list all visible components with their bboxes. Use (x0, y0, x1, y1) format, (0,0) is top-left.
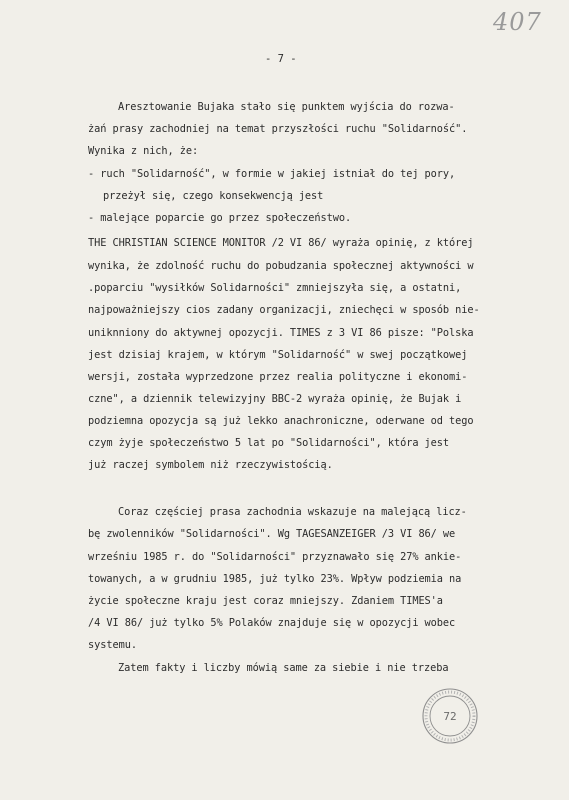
text-line: Zatem fakty i liczby mówią same za siebie i nie trzeba (118, 662, 449, 674)
text-line: wersji, została wyprzedzone przez realia polityczne i ekonomi- (88, 371, 468, 383)
text-line: Coraz częściej prasa zachodnia wskazuje na malejącą licz- (118, 506, 467, 518)
text-line: czne", a dziennik telewizyjny BBC-2 wyraża opinię, że Bujak i (88, 393, 462, 405)
page-number: - 7 - (265, 53, 297, 65)
text-line: systemu. (88, 639, 137, 651)
text-line: /4 VI 86/ już tylko 5% Polaków znajduje się w opozycji wobec (88, 617, 456, 629)
text-line: bę zwolenników "Solidarności". Wg TAGESANZEIGER /3 VI 86/ we (88, 528, 456, 540)
text-line: THE CHRISTIAN SCIENCE MONITOR /2 VI 86/ wyraża opinię, z której (88, 237, 474, 249)
text-line: towanych, a w grudniu 1985, już tylko 23%. Wpływ podziemia na (88, 573, 462, 585)
text-line: wynika, że zdolność ruchu do pobudzania społecznej aktywności w (88, 260, 474, 272)
text-line: przeżył się, czego konsekwencją jest (103, 190, 324, 202)
text-line: jest dzisiaj krajem, w którym "Solidarność" w swej początkowej (88, 349, 468, 361)
text-line: żań prasy zachodniej na temat przyszłości ruchu "Solidarność". (88, 123, 468, 135)
text-line: wrześniu 1985 r. do "Solidarności" przyznawało się 27% ankie- (88, 551, 462, 563)
archive-stamp (421, 687, 479, 745)
text-line: podziemna opozycja są już lekko anachroniczne, oderwane od tego (88, 415, 474, 427)
text-line: uniknniony do aktywnej opozycji. TIMES z 3 VI 86 pisze: "Polska (88, 327, 474, 339)
stamp-number: 72 (443, 710, 457, 723)
text-line: już raczej symbolem niż rzeczywistością. (88, 459, 333, 471)
text-line: - ruch "Solidarność", w formie w jakiej istniał do tej pory, (88, 168, 456, 180)
text-line: .poparciu "wysiłków Solidarności" zmniejszyła się, a ostatni, (88, 282, 462, 294)
text-line: czym żyje społeczeństwo 5 lat po "Solidarności", która jest (88, 437, 450, 449)
text-line: - malejące poparcie go przez społeczeństwo. (88, 212, 352, 224)
text-line: Aresztowanie Bujaka stało się punktem wyjścia do rozwa- (118, 101, 455, 113)
text-line: najpoważniejszy cios zadany organizacji, zniechęci w sposób nie- (88, 304, 480, 316)
archive-number: 407 (493, 8, 542, 36)
text-line: życie społeczne kraju jest coraz mniejszy. Zdaniem TIMES'a (88, 595, 443, 607)
text-line: Wynika z nich, że: (88, 145, 199, 157)
